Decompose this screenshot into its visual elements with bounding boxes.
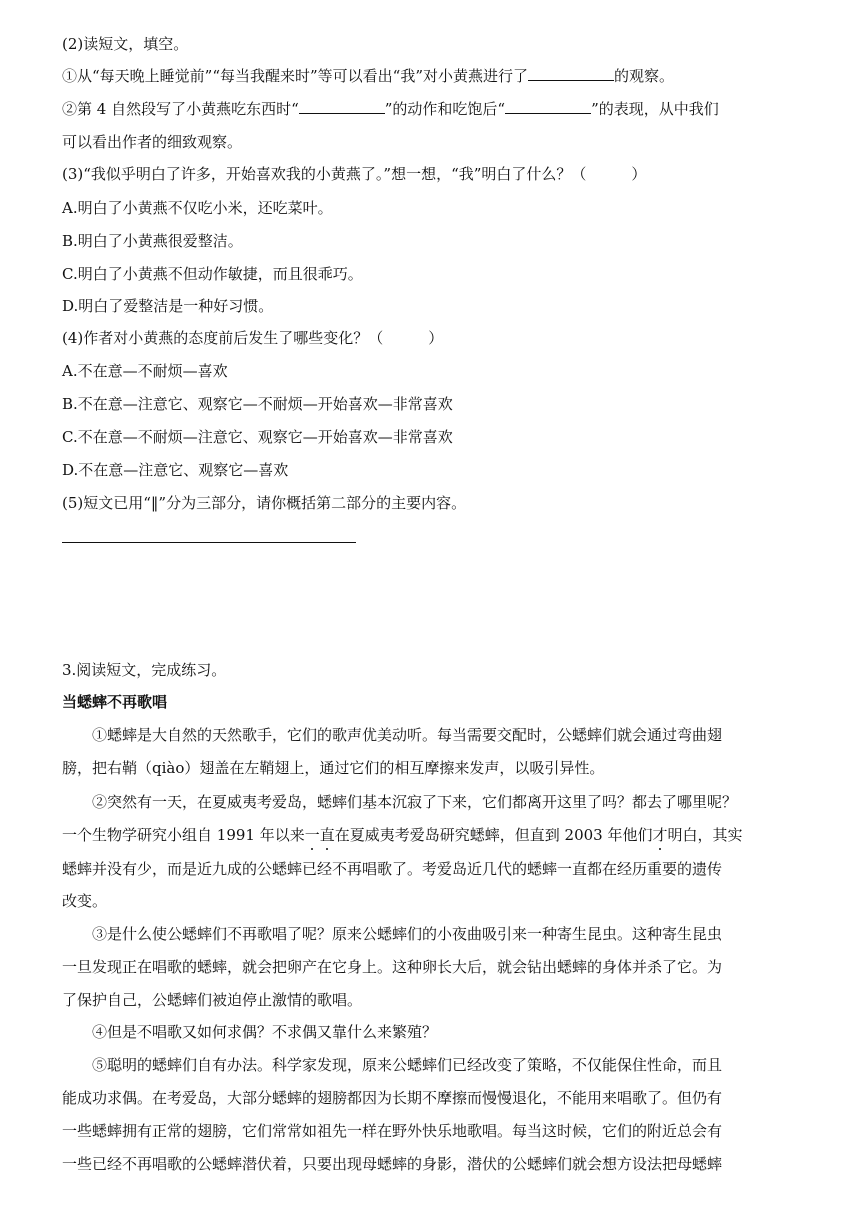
q4-option-d[interactable]: D.不在意—注意它、观察它—喜欢 [62, 461, 289, 479]
paragraph-2-line-1: ②突然有一天，在夏威夷考爱岛，蟋蟀们基本沉寂了下来，它们都离开这里了吗？都去了哪里呢？ [92, 793, 738, 811]
q5-answer-line[interactable] [62, 542, 356, 543]
paragraph-1-line-2: 膀，把右鞘（qiào）翅盖在左鞘翅上，通过它们的相互摩擦来发声，以吸引异性。 [62, 759, 605, 777]
q4-option-a[interactable]: A.不在意—不耐烦—喜欢 [62, 362, 228, 380]
q2-item2-end: ”的表现，从中我们 [591, 100, 719, 118]
q2-item1 [62, 66, 674, 86]
paragraph-3-line-3: 了保护自己，公蟋蟀们被迫停止激情的歌唱。 [62, 991, 363, 1009]
p2-text-b: 在夏威夷考爱岛研究蟋蟀，但直到 2003 年他们 [334, 826, 653, 844]
section3-heading: 3.阅读短文，完成练习。 [62, 661, 227, 679]
paragraph-5-line-3: 一些蟋蟀拥有正常的翅膀，它们常常如祖先一样在野外快乐地歌唱。每当这时候，它们的附近总会有 [62, 1122, 723, 1140]
q5-question: (5)短文已用“‖”分为三部分，请你概括第二部分的主要内容。 [62, 494, 467, 512]
paragraph-5-line-1: ⑤聪明的蟋蟀们自有办法。科学家发现，原来公蟋蟀们已经改变了策略，不仅能保住性命，而且 [92, 1056, 723, 1074]
paragraph-1-line-1: ①蟋蟀是大自然的天然歌手，它们的歌声优美动听。每当需要交配时，公蟋蟀们就会通过弯曲翅 [92, 726, 723, 744]
article-title: 当蟋蟀不再歌唱 [62, 693, 168, 711]
paragraph-3-line-2: 一旦发现正在唱歌的蟋蟀，就会把卵产在它身上。这种卵长大后，就会钻出蟋蟀的身体并杀了它。为 [62, 958, 723, 976]
q3-option-a[interactable]: A.明白了小黄燕不仅吃小米，还吃菜叶。 [62, 199, 333, 217]
emphasis-char-yi: 一 [304, 826, 320, 844]
fill-blank-observation[interactable] [528, 66, 614, 81]
paragraph-3-line-1: ③是什么使公蟋蟀们不再歌唱了呢？原来公蟋蟀们的小夜曲吸引来一种寄生昆虫。这种寄生昆虫 [92, 925, 723, 943]
paragraph-2-line-4: 改变。 [62, 892, 108, 910]
q4-question: (4)作者对小黄燕的态度前后发生了哪些变化？（ ） [62, 329, 444, 347]
q2-item1-text: ①从“每天晚上睡觉前”“每当我醒来时”等可以看出“我”对小黄燕进行了 [62, 67, 529, 85]
q3-question: (3)“我似乎明白了许多，开始喜欢我的小黄燕了。”想一想，“我”明白了什么？（ ） [62, 165, 647, 183]
fill-blank-eating-action[interactable] [299, 99, 385, 114]
q2-item2-line2: 可以看出作者的细致观察。 [62, 133, 243, 151]
paragraph-2-line-2 [62, 825, 743, 845]
q4-option-c[interactable]: C.不在意—不耐烦—注意它、观察它—开始喜欢—非常喜欢 [62, 428, 453, 446]
q2-item2 [62, 99, 719, 119]
paragraph-5-line-4: 一些已经不再唱歌的公蟋蟀潜伏着，只要出现母蟋蟀的身影，潜伏的公蟋蟀们就会想方设法把母蟋蟀 [62, 1155, 723, 1173]
paragraph-4-line-1: ④但是不唱歌又如何求偶？不求偶又靠什么来繁殖？ [92, 1023, 438, 1041]
q3-option-b[interactable]: B.明白了小黄燕很爱整洁。 [62, 232, 243, 250]
q3-option-d[interactable]: D.明白了爱整洁是一种好习惯。 [62, 297, 274, 315]
emphasis-char-zhi: 直 [319, 826, 335, 844]
q2-title: (2)读短文，填空。 [62, 35, 189, 53]
paragraph-2-line-3: 蟋蟀并没有少，而是近九成的公蟋蟀已经不再唱歌了。考爱岛近几代的蟋蟀一直都在经历重要的遗传 [62, 860, 723, 878]
q4-option-b[interactable]: B.不在意—注意它、观察它—不耐烦—开始喜欢—非常喜欢 [62, 395, 453, 413]
paragraph-5-line-2: 能成功求偶。在考爱岛，大部分蟋蟀的翅膀都因为长期不摩擦而慢慢退化，不能用来唱歌了。但仍有 [62, 1089, 723, 1107]
p2-text-a: 一个生物学研究小组自 1991 年以来 [62, 826, 305, 844]
q2-item2-mid: ”的动作和吃饱后“ [384, 100, 506, 118]
q3-option-c[interactable]: C.明白了小黄燕不但动作敏捷，而且很乖巧。 [62, 265, 363, 283]
q2-item1-end: 的观察。 [614, 67, 675, 85]
fill-blank-after-eating[interactable] [505, 99, 591, 114]
q2-item2-text: ②第 4 自然段写了小黄燕吃东西时“ [62, 100, 299, 118]
p2-text-c: 明白，其实 [667, 826, 743, 844]
emphasis-char-cai: 才 [652, 826, 668, 844]
